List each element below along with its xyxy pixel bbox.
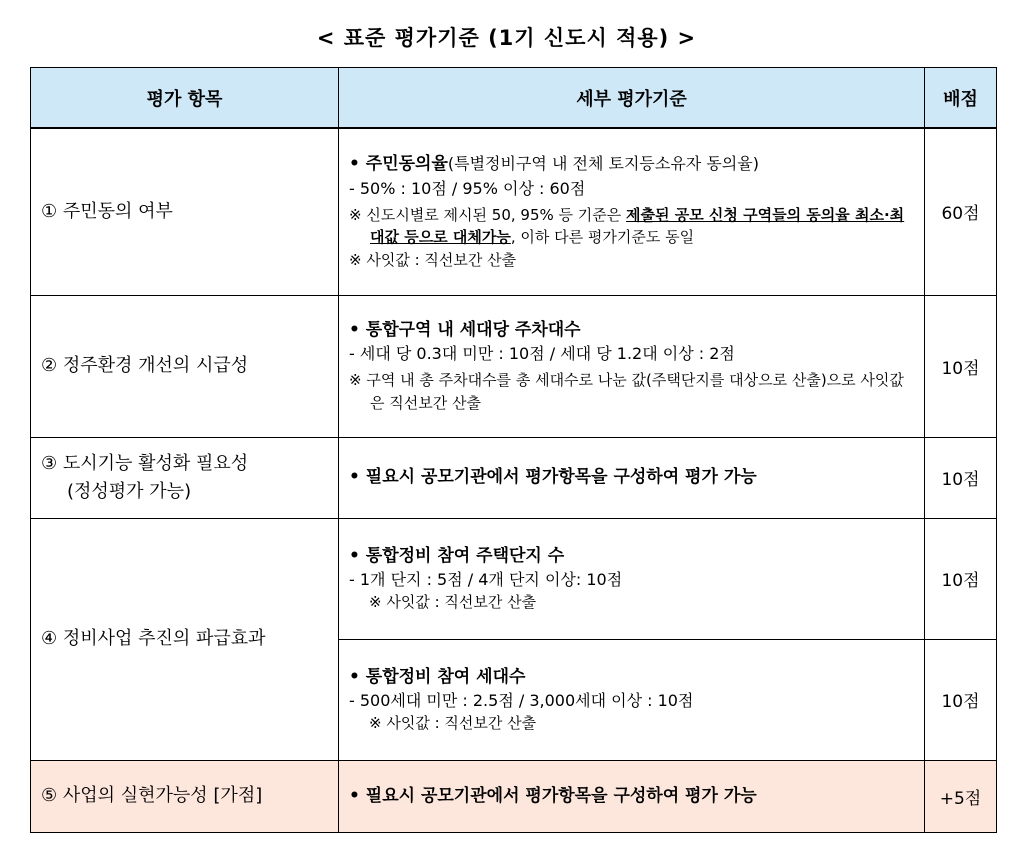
note: ※ 사잇값 : 직선보간 산출	[349, 250, 517, 269]
note: ※ 사잇값 : 직선보간 산출	[369, 713, 537, 732]
score-cell: 10점	[925, 295, 997, 437]
score-cell: 10점	[925, 437, 997, 518]
item-cell: ① 주민동의 여부	[31, 128, 339, 295]
detail-cell	[339, 128, 925, 295]
bullet-title: • 통합정비 참여 세대수	[349, 666, 526, 687]
note	[349, 204, 914, 249]
page-title: < 표준 평가기준 (1기 신도시 적용) >	[316, 26, 697, 50]
table-row	[31, 518, 997, 639]
score-cell: 60점	[925, 128, 997, 295]
item-cell: ② 정주환경 개선의 시급성	[31, 295, 339, 437]
item-cell	[31, 437, 339, 518]
criteria-line: - 50% : 10점 / 95% 이상 : 60점	[349, 178, 586, 198]
item-cell: ⑤ 사업의 실현가능성 [가점]	[31, 760, 339, 832]
item-sublabel: (정성평가 가능)	[67, 480, 192, 502]
header-item: 평가 항목	[31, 68, 339, 129]
header-detail: 세부 평가기준	[339, 68, 925, 129]
detail-cell	[339, 518, 925, 639]
detail-cell	[339, 295, 925, 437]
header-score: 배점	[925, 68, 997, 129]
criteria-line: - 세대 당 0.3대 미만 : 10점 / 세대 당 1.2대 이상 : 2점	[349, 344, 735, 364]
note: ※ 사잇값 : 직선보간 산출	[369, 592, 537, 611]
item-cell: ④ 정비사업 추진의 파급효과	[31, 518, 339, 760]
table-row	[31, 295, 997, 437]
bullet-title: • 주민동의율	[349, 154, 448, 175]
criteria-line: - 500세대 미만 : 2.5점 / 3,000세대 이상 : 10점	[349, 691, 694, 711]
bullet-desc: (특별정비구역 내 전체 토지등소유자 동의율)	[447, 154, 759, 174]
evaluation-table	[30, 67, 997, 833]
detail-cell	[339, 760, 925, 832]
note: ※ 구역 내 총 주차대수를 총 세대수로 나눈 값(주택단지를 대상으로 산출)으로 사잇값은 직선보간 산출	[349, 371, 904, 412]
detail-cell	[339, 639, 925, 760]
detail-cell	[339, 437, 925, 518]
table-row	[31, 760, 997, 832]
table-row	[31, 128, 997, 295]
score-cell: +5점	[925, 760, 997, 832]
score-cell: 10점	[925, 518, 997, 639]
table-row	[31, 437, 997, 518]
bullet-title: • 통합구역 내 세대당 주차대수	[349, 319, 581, 340]
table-header-row	[31, 68, 997, 129]
item-label: ③ 도시기능 활성화 필요성	[41, 452, 249, 474]
bullet-title: • 필요시 공모기관에서 평가항목을 구성하여 평가 가능	[349, 467, 757, 488]
bullet-title: • 통합정비 참여 주택단지 수	[349, 545, 565, 566]
note-text: , 이하 다른 평가기준도 동일	[510, 228, 695, 247]
criteria-line: - 1개 단지 : 5점 / 4개 단지 이상: 10점	[349, 570, 623, 590]
note-underlined: 제출된 공모 신청 구역들의 동의율 최소·최대값 등으로 대체가능	[370, 205, 905, 247]
note-text: ※ 신도시별로 제시된 50, 95% 등 기준은	[349, 205, 627, 224]
score-cell: 10점	[925, 639, 997, 760]
bullet-title: • 필요시 공모기관에서 평가항목을 구성하여 평가 가능	[349, 785, 757, 806]
